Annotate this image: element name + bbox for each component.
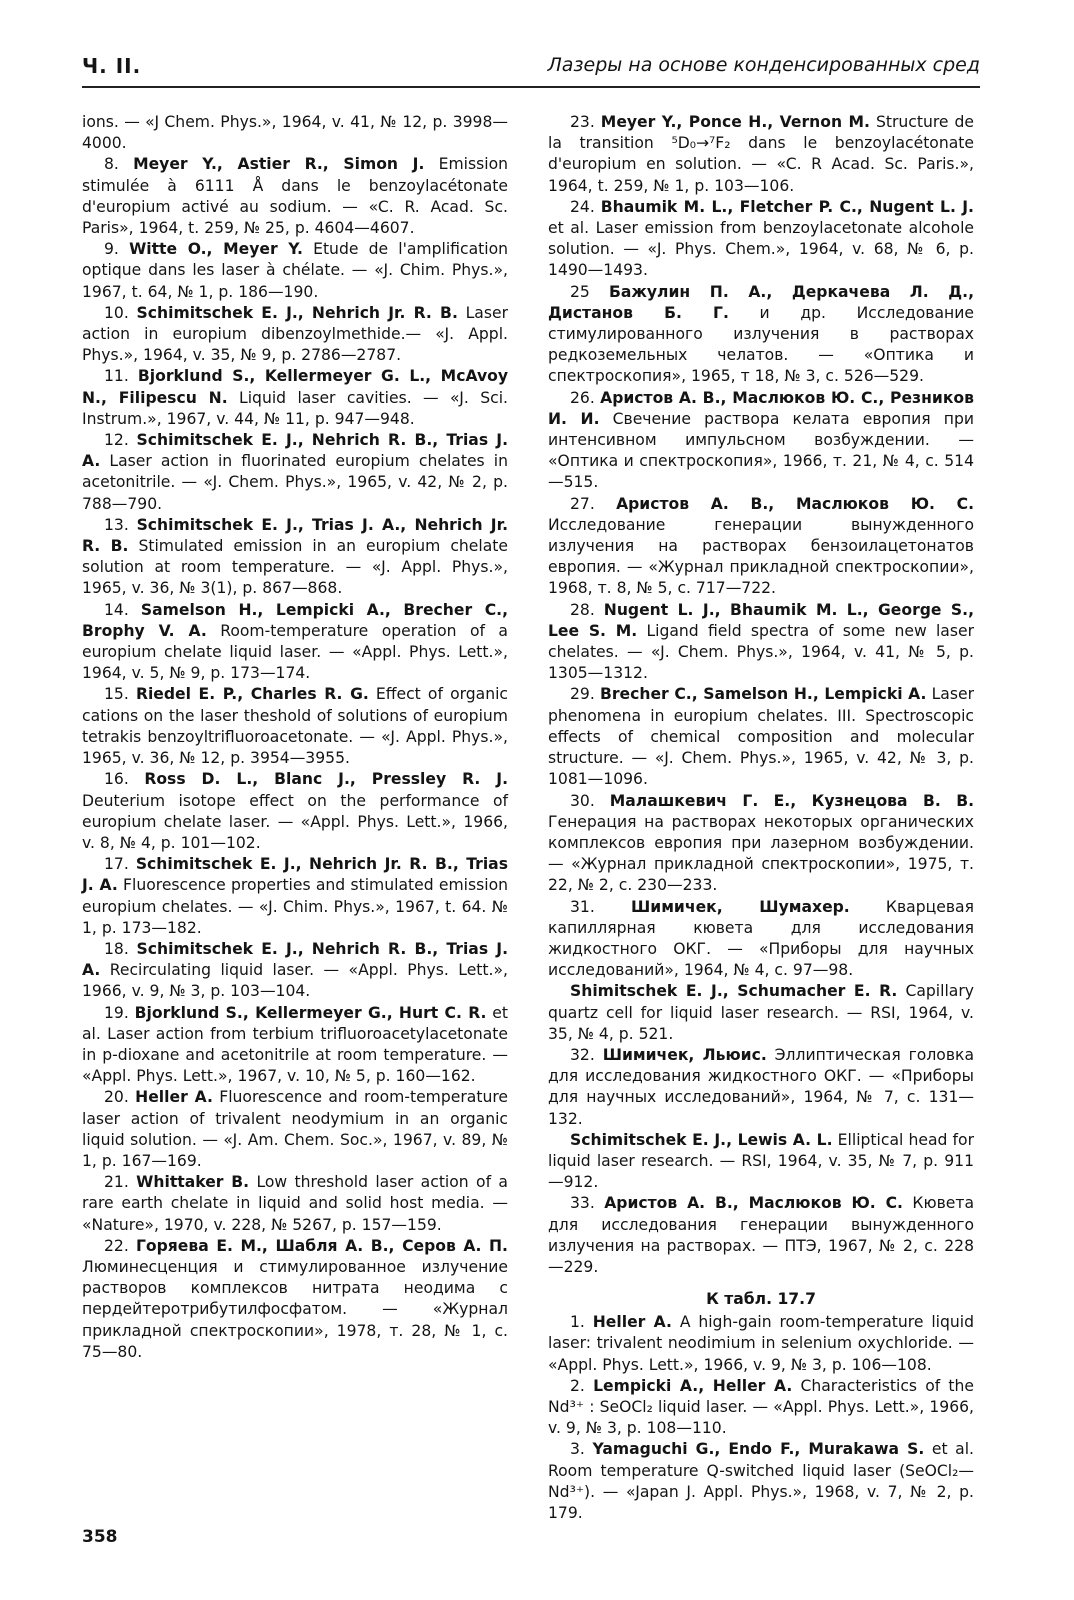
reference-number: 32. (570, 1045, 595, 1064)
reference-text: et al. Laser emission from benzoylacetonate alcohole solution. — «J. Phys. Chem.», 1964, v. 68, № 6, p. 1490—1493. (548, 219, 974, 280)
reference-text: и др. Исследование стимулированного излучения в растворах редкоземельных челатов. — «Оптика и спектроскопия», 1965, т 18, № 3, с. 526—529. (548, 303, 974, 386)
reference-authors: Шимичек, Шумахер. (631, 897, 850, 916)
reference-authors: Witte O., Meyer Y. (129, 240, 303, 259)
reference-text: Кварцевая капиллярная кювета для исследования жидкостного ОКГ. — «Приборы для научных исследований», 1964, № 4, с. 97—98. (548, 897, 974, 980)
right-column (548, 112, 974, 1524)
reference-entry (82, 239, 508, 303)
reference-authors: Shimitschek E. J., Schumacher E. R. (570, 982, 898, 1001)
reference-number: 27. (570, 494, 595, 513)
reference-number: 22. (104, 1236, 129, 1255)
reference-number: 11. (104, 367, 129, 386)
reference-text: Генерация на растворах некоторых органических комплексов европия при лазерном возбуждении. — «Журнал прикладной спектроскопии», 1975, т. 22, № 2, с. 230—233. (548, 812, 974, 895)
reference-text: Room-temperature operation of a europium chelate liquid laser. — «Appl. Phys. Lett.», 1964, v. 5, № 9, p. 173—174. (82, 621, 508, 683)
reference-authors: Schimitschek E. J., Nehrich Jr. R. B. (136, 303, 458, 322)
reference-text: Stimulated emission in an europium chelate solution at room temperature. — «J. Appl. Phys.», 1965, v. 36, № 3(1), p. 867—868. (82, 537, 508, 598)
reference-entry (548, 1439, 974, 1524)
reference-text: Capillary quartz cell for liquid laser research. — RSI, 1964, v. 35, № 4, p. 521. (548, 982, 974, 1043)
reference-list-table-17-7 (548, 1312, 974, 1524)
reference-text: Эллиптическая головка для исследования жидкостного ОКГ. — «Приборы для научных исследований», 1964, № 7, с. 131—132. (548, 1045, 974, 1128)
reference-text: Etude de l'amplification optique dans les laser à chélate. — «J. Chim. Phys.», 1967, t. 64, № 1, p. 186—190. (82, 240, 508, 301)
reference-authors: Шимичек, Льюис. (602, 1045, 767, 1064)
reference-text: Emission stimulée à 6111 Å dans le benzoylacétonate d'europium activé au sodium. — «C. R. Acad. Sc. Paris», 1964, t. 259, № 25, p. 4604—4607. (82, 155, 508, 238)
reference-authors: Samelson H., Lempicki A., Brecher C., Brophy V. A. (82, 600, 508, 640)
reference-authors: Schimitschek E. J., Nehrich R. B., Trias J. A. (82, 939, 508, 980)
reference-number: 30. (570, 791, 595, 810)
reference-number: 20. (104, 1088, 129, 1107)
reference-entry (548, 600, 974, 685)
reference-entry (548, 388, 974, 494)
reference-list (548, 112, 974, 1278)
reference-text: Recirculating liquid laser. — «Appl. Phys. Lett.», 1966, v. 9, № 3, p. 103—104. (82, 961, 508, 1001)
reference-text: Кювета для исследования генерации вынужденного излучения на растворах. — ПТЭ, 1967, № 2, с. 228—229. (548, 1194, 974, 1276)
reference-authors: Schimitschek E. J., Nehrich R. B., Trias J. A. (82, 431, 508, 471)
reference-text: Characteristics of the Nd³⁺ : SeOCl₂ liquid laser. — «Appl. Phys. Lett.», 1966, v. 9, № 3, p. 108—110. (548, 1376, 974, 1438)
reference-entry (548, 981, 974, 1045)
reference-entry (548, 1130, 974, 1194)
reference-authors: Малашкевич Г. Е., Кузнецова В. В. (609, 791, 974, 810)
reference-number: 9. (104, 240, 119, 259)
reference-text: et al. Laser action from terbium trifluoroacetylacetonate in p-dioxane and acetonitrile at room temperature. — «Appl. Phys. Lett.», 1967, v. 10, № 5, p. 160—162. (82, 1003, 508, 1086)
reference-entry (82, 1003, 508, 1088)
reference-text: Effect of organic cations on the laser theshold of solutions of europium tetrakis benzoyltrifluoroacetonate. — «J. Appl. Phys.», 1965, v. 36, № 12, p. 3954—3955. (82, 685, 508, 768)
reference-entry (82, 939, 508, 1003)
reference-text: Ligand field spectra of some new laser chelates. — «J. Chem. Phys.», 1964, v. 41, № 5, p. 1305—1312. (548, 621, 974, 683)
reference-number: 13. (104, 515, 129, 534)
reference-authors: Brecher C., Samelson H., Lempicki A. (599, 685, 927, 704)
reference-authors: Аристов А. В., Маслюков Ю. С., Резников И. И. (548, 388, 974, 428)
reference-entry (82, 600, 508, 685)
reference-number: 16. (104, 770, 129, 789)
reference-number: 14. (104, 600, 129, 619)
reference-entry (82, 112, 508, 154)
running-head (82, 46, 980, 86)
reference-text: Laser action in fluorinated europium chelates in acetonitrile. — «J. Chem. Phys.», 1965, v. 42, № 2, p. 788—790. (82, 452, 508, 513)
reference-number: 28. (570, 600, 595, 619)
reference-authors: Heller A. (135, 1088, 213, 1107)
reference-entry (548, 1193, 974, 1278)
reference-number: 21. (104, 1173, 129, 1192)
reference-number: 1. (570, 1313, 585, 1332)
reference-authors: Lempicki A., Heller A. (593, 1376, 793, 1395)
reference-text: Fluorescence properties and stimulated emission europium chelates. — «J. Chim. Phys.», 1967, t. 64. № 1, p. 173—182. (82, 876, 509, 937)
reference-authors: Heller A. (592, 1313, 672, 1332)
reference-number: 33. (570, 1194, 595, 1213)
reference-text: Laser action in europium dibenzoylmethide.— «J. Appl. Phys.», 1964, v. 35, № 9, p. 2786—2787. (82, 303, 508, 365)
reference-entry (82, 1087, 508, 1172)
reference-entry (82, 769, 508, 854)
reference-number: 10. (104, 303, 129, 322)
reference-authors: Whittaker B. (136, 1173, 250, 1192)
reference-entry (548, 1045, 974, 1130)
reference-number: 17. (104, 855, 129, 874)
reference-number: 26. (570, 388, 595, 407)
left-column (82, 112, 508, 1363)
reference-text: ions. — «J Chem. Phys.», 1964, v. 41, № 12, p. 3998—4000. (82, 113, 508, 153)
reference-authors: Schimitschek E. J., Nehrich Jr. R. B., Trias J. A. (82, 855, 508, 895)
section-heading: К табл. 17.7 (706, 1290, 816, 1309)
reference-number: 12. (104, 431, 129, 450)
reference-entry (548, 1312, 974, 1376)
reference-text: A high-gain room-temperature liquid laser: trivalent neodimium in selenium oxychloride. — «Appl. Phys. Lett.», 1966, v. 9, № 3, p. 106—108. (548, 1313, 974, 1374)
page-number: 358 (82, 1527, 118, 1547)
chapter-label: Ч. II. (82, 54, 142, 78)
reference-entry (548, 112, 974, 197)
reference-entry (82, 430, 508, 515)
reference-entry (82, 303, 508, 367)
reference-authors: Meyer Y., Ponce H., Vernon M. (600, 113, 870, 131)
reference-text: Deuterium isotope effect on the performance of europium chelate laser. — «Appl. Phys. Lett.», 1966, v. 8, № 4, p. 101—102. (82, 791, 508, 852)
reference-authors: Аристов А. В., Маслюков Ю. С. (616, 494, 974, 513)
reference-entry (548, 897, 974, 982)
reference-authors: Schimitschek E. J., Trias J. A., Nehrich Jr. R. B. (82, 515, 508, 556)
reference-number: 8. (104, 155, 119, 174)
reference-text: Liquid laser cavities. — «J. Sci. Instrum.», 1967, v. 44, № 11, p. 947—948. (82, 388, 508, 428)
reference-entry (548, 197, 974, 282)
reference-number: 2. (570, 1376, 585, 1395)
reference-authors: Bhaumik M. L., Fletcher P. C., Nugent L. J. (600, 197, 974, 216)
reference-entry (548, 684, 974, 790)
reference-number: 15. (104, 685, 129, 704)
reference-entry (548, 791, 974, 897)
reference-entry (82, 684, 508, 769)
reference-text: Fluorescence and room-temperature laser action of trivalent neodymium in an organic liquid solution. — «J. Am. Chem. Soc.», 1967, v. 89, № 1, p. 167—169. (82, 1088, 508, 1170)
reference-number: 31. (570, 897, 595, 916)
reference-text: Исследование генерации вынужденного излучения на растворах бензоилацетонатов европия. — «Журнал прикладной спектроскопии», 1968, т. 8, № 5, с. 717—722. (548, 515, 974, 598)
reference-entry (82, 366, 508, 430)
reference-text: Elliptical head for liquid laser research. — RSI, 1964, v. 35, № 7, p. 911—912. (548, 1130, 974, 1192)
reference-entry (82, 515, 508, 600)
reference-entry (82, 854, 508, 939)
reference-authors: Riedel E. P., Charles R. G. (135, 685, 369, 704)
reference-text: Structure de la transition ⁵D₀→⁷F₂ dans le benzoylacétonate d'europium en solution. — «C. R Acad. Sc. Paris.», 1964, t. 259, № 1, p. 103—106. (548, 113, 974, 195)
reference-entry (548, 494, 974, 600)
reference-number: 24. (570, 197, 595, 216)
reference-text: Low threshold laser action of a rare earth chelate in liquid and solid host media. — «Nature», 1970, v. 228, № 5267, p. 157—159. (82, 1173, 508, 1234)
reference-number: 3. (570, 1440, 585, 1459)
reference-authors: Yamaguchi G., Endo F., Murakawa S. (592, 1440, 925, 1459)
reference-authors: Schimitschek E. J., Lewis A. L. (570, 1130, 833, 1149)
reference-authors: Ross D. L., Blanc J., Pressley R. J. (144, 770, 508, 789)
reference-number: 23. (570, 113, 595, 131)
reference-entry (548, 282, 974, 388)
reference-entry (82, 1172, 508, 1236)
reference-authors: Meyer Y., Astier R., Simon J. (133, 155, 425, 174)
reference-text: Laser phenomena in europium chelates. III. Spectroscopic effects of chemical composition and molecular structure. — «J. Chem. Phys.», 1965, v. 42, № 3, p. 1081—1096. (548, 685, 974, 789)
reference-authors: Bjorklund S., Kellermeyer G. L., McAvoy N., Filipescu N. (82, 367, 508, 407)
reference-authors: Nugent L. J., Bhaumik M. L., George S., Lee S. M. (548, 600, 974, 640)
running-title: Лазеры на основе конденсированных сред (547, 54, 980, 76)
reference-number: 19. (104, 1003, 129, 1022)
header-rule (82, 86, 980, 88)
reference-authors: Bjorklund S., Kellermeyer G., Hurt C. R. (134, 1003, 487, 1022)
reference-text: Люминесценция и стимулированное излучение растворов комплексов нитрата неодима с пердейтеротрибутилфосфатом. — «Журнал прикладной спектроскопии», 1978, т. 28, № 1, с. 75—80. (82, 1257, 508, 1361)
reference-authors: Горяева Е. М., Шабля А. В., Серов А. П. (135, 1236, 508, 1255)
reference-text: et al. Room temperature Q-switched liquid laser (SeOCl₂—Nd³⁺). — «Japan J. Appl. Phys.», 1968, v. 7, № 2, p. 179. (548, 1440, 975, 1522)
reference-authors: Аристов А. В., Маслюков Ю. С. (604, 1194, 903, 1213)
reference-text: Свечение раствора келата европия при интенсивном импульсном возбуждении. — «Оптика и спектроскопия», 1966, т. 21, № 4, с. 514—515. (548, 409, 974, 492)
reference-entry (82, 154, 508, 239)
reference-number: 29. (570, 685, 595, 704)
reference-entry (82, 1236, 508, 1363)
reference-authors: Бажулин П. А., Деркачева Л. Д., Дистанов Б. Г. (548, 282, 975, 322)
reference-number: 25 (570, 282, 590, 301)
reference-entry (548, 1376, 974, 1440)
reference-number: 18. (104, 939, 129, 958)
